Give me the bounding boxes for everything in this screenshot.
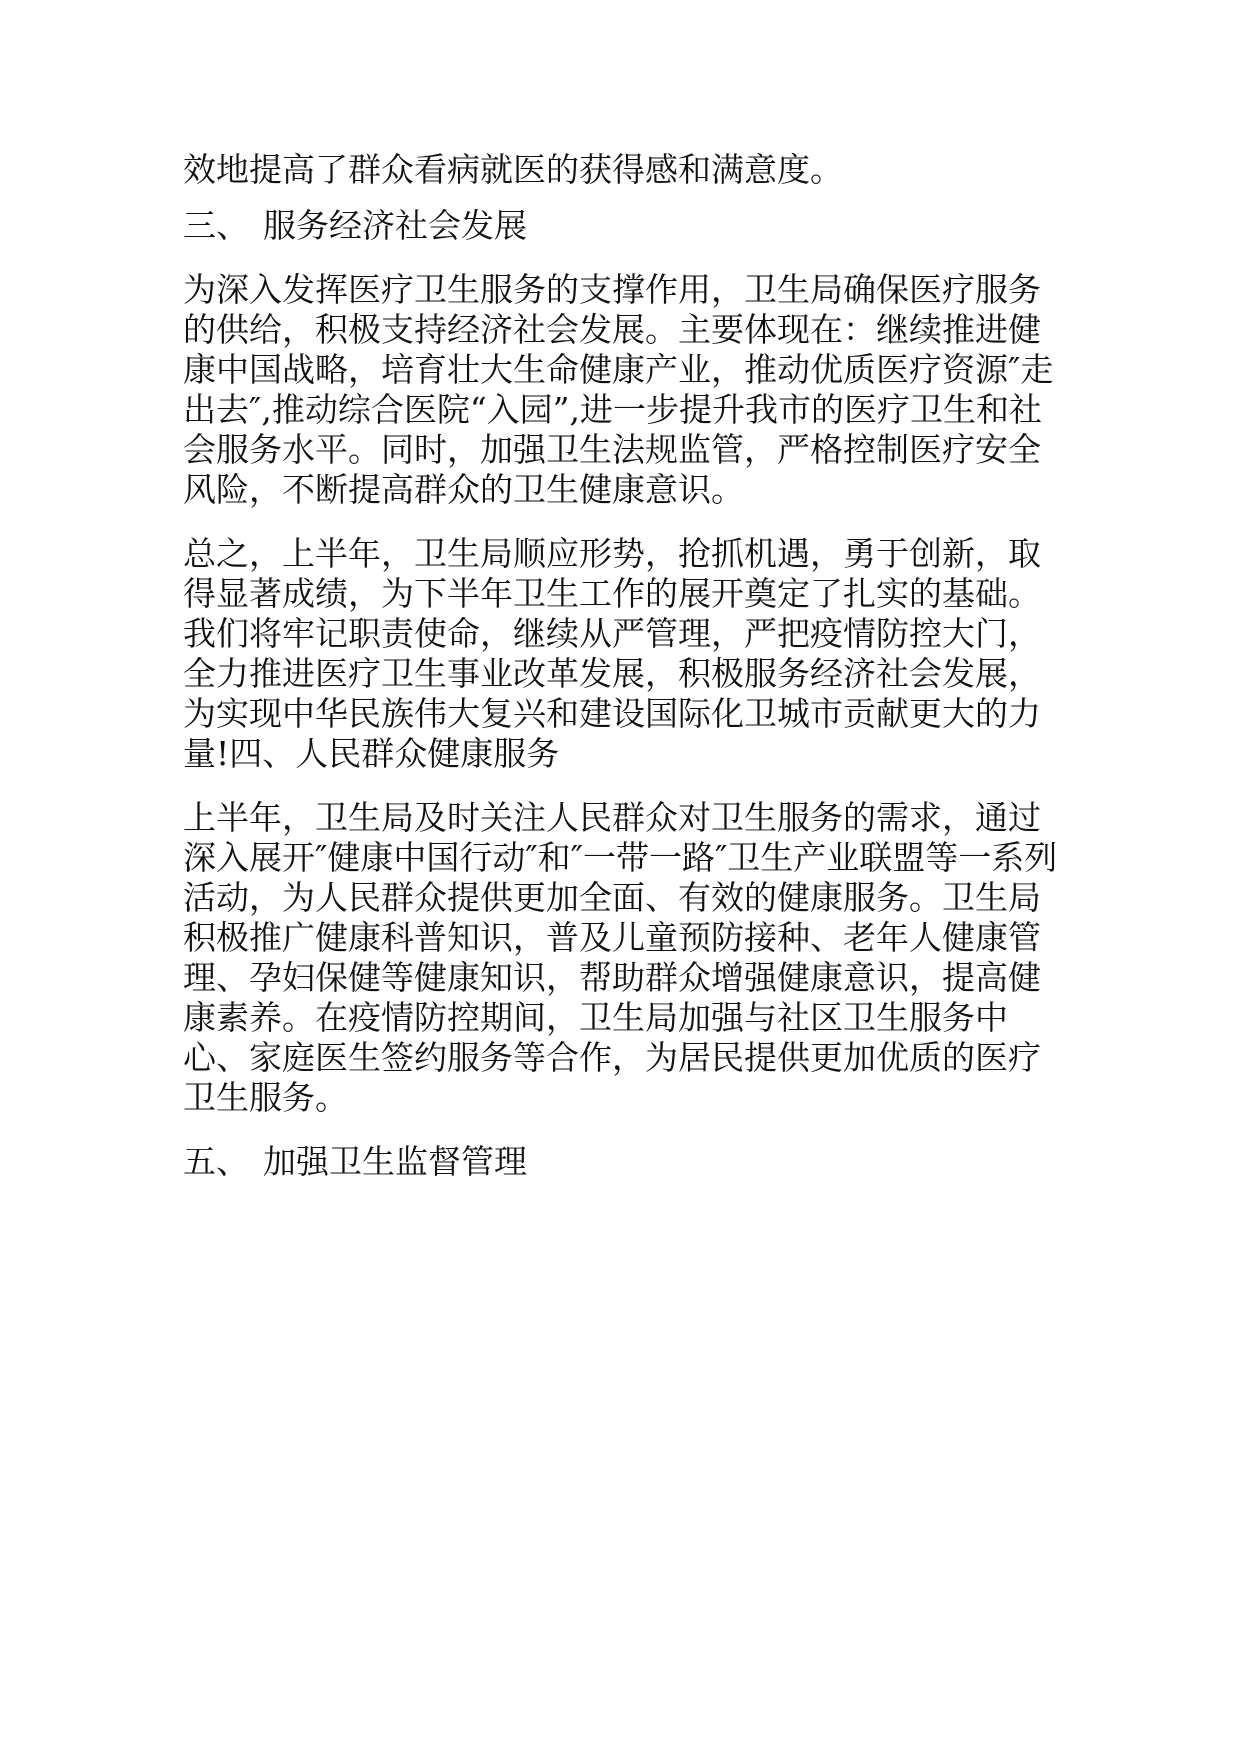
- paragraph-summary: 总之，上半年，卫生局顺应形势，抢抓机遇，勇于创新，取得显著成绩，为下半年卫生工作的展开奠定了扎实的基础。我们将牢记职责使命，继续从严管理，严把疫情防控大门，全力推进医疗卫生事业改革发展，积极服务经济社会发展，为实现中华民族伟大复兴和建设国际化卫城市贡献更大的力量!四、人民群众健康服务: [183, 534, 1041, 773]
- section-title-5: 加强卫生监督管理: [263, 1142, 527, 1181]
- section-title-3: 服务经济社会发展: [263, 206, 527, 245]
- section-number-3: 三、: [183, 206, 249, 245]
- paragraph-health-service: 上半年，卫生局及时关注人民群众对卫生服务的需求，通过深入展开″健康中国行动″和″一带一路″卫生产业联盟等一系列活动，为人民群众提供更加全面、有效的健康服务。卫生局积极推广健康科普知识，普及儿童预防接种、老年人健康管理、孕妇保健等健康知识，帮助群众增强健康意识，提高健康素养。在疫情防控期间，卫生局加强与社区卫生服务中心、家庭医生签约服务等合作，为居民提供更加优质的医疗卫生服务。: [183, 798, 1058, 1117]
- section-number-5: 五、: [183, 1142, 249, 1181]
- paragraph-continued: 效地提高了群众看病就医的获得感和满意度。: [183, 150, 843, 189]
- section-heading-3: [183, 206, 1063, 246]
- paragraph-economic-service: 为深入发挥医疗卫生服务的支撑作用，卫生局确保医疗服务的供给，积极支持经济社会发展。主要体现在：继续推进健康中国战略，培育壮大生命健康产业，推动优质医疗资源″走出去″,推动综合医院“入园”,进一步提升我市的医疗卫生和社会服务水平。同时，加强卫生法规监管，严格控制医疗安全风险，不断提高群众的卫生健康意识。: [183, 270, 1054, 509]
- section-heading-5: [183, 1142, 1063, 1182]
- document-body: [183, 150, 1063, 1206]
